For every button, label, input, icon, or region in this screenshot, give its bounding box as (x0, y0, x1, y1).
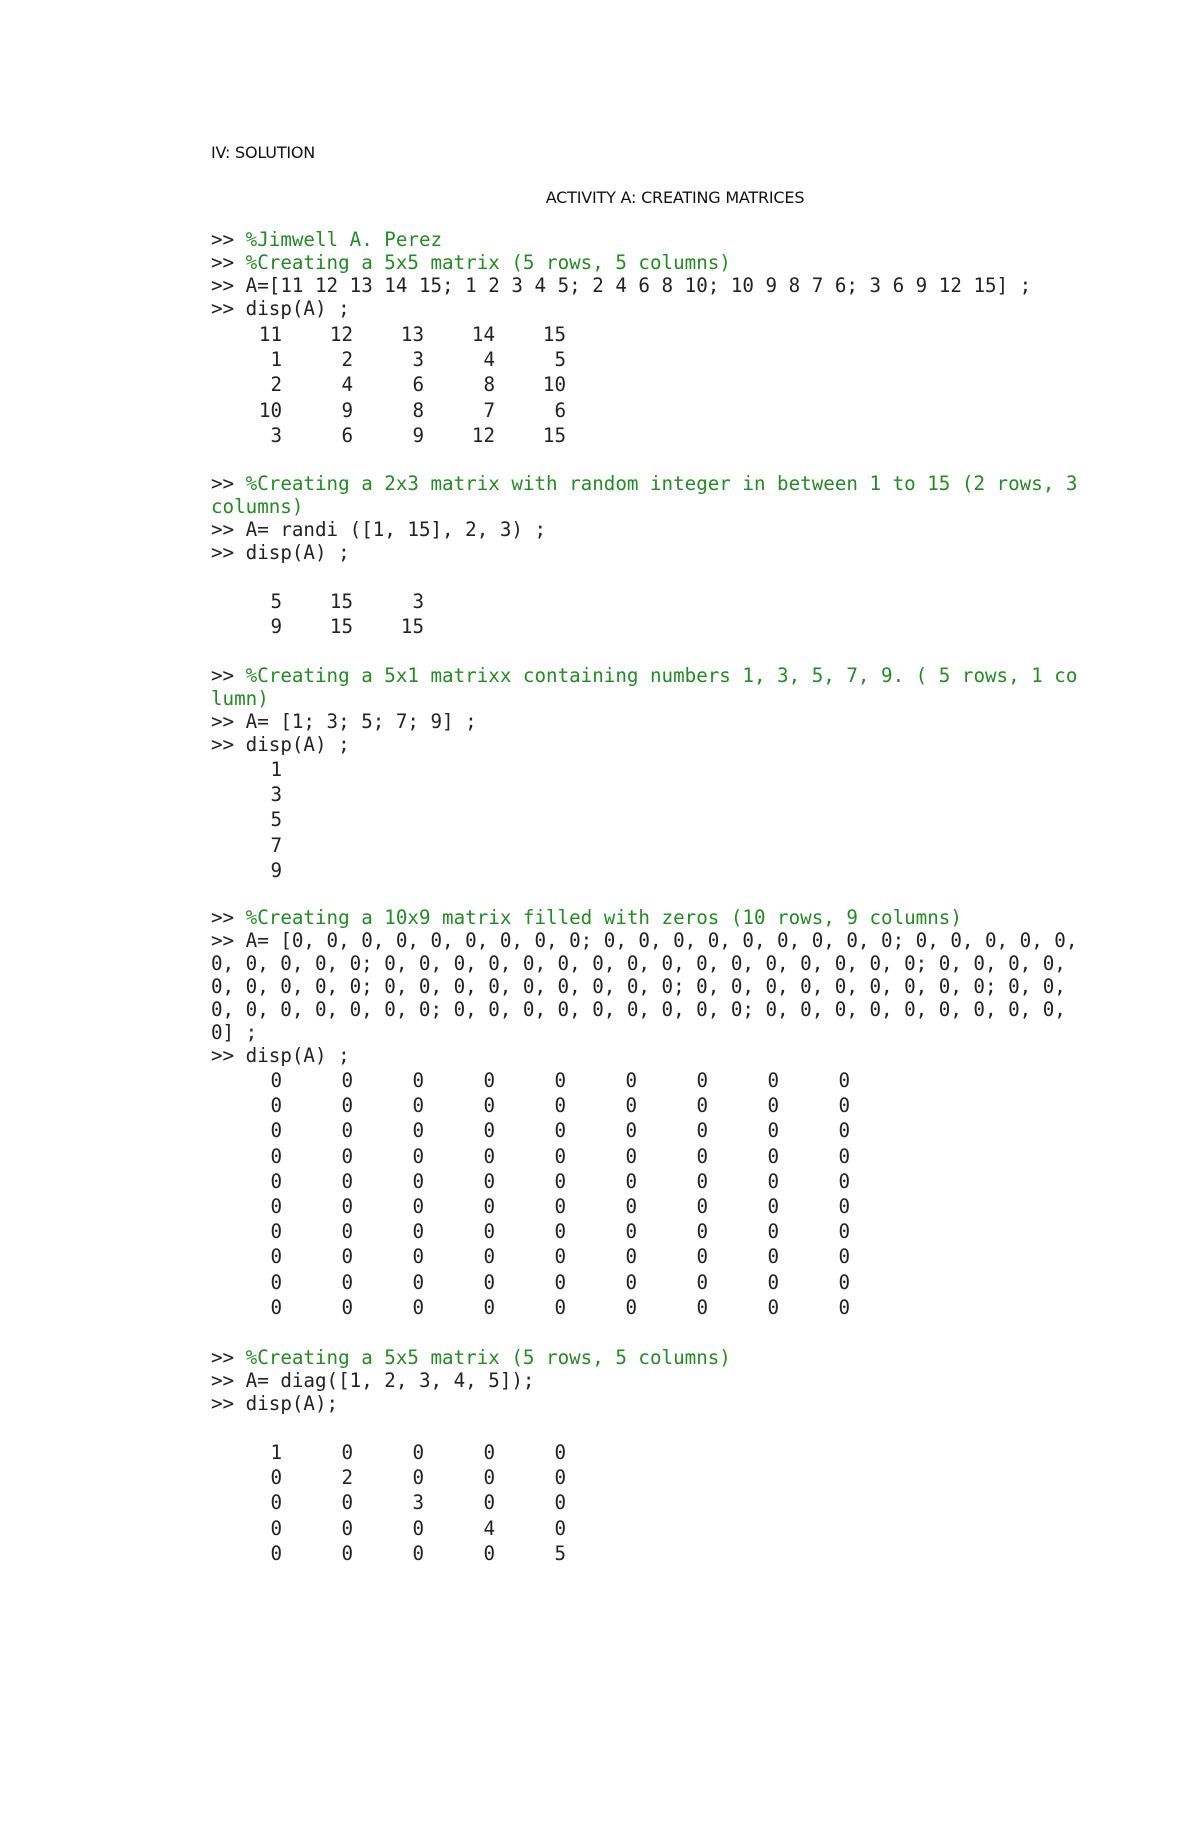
matrix-cell: 0 (696, 1094, 708, 1118)
matrix-cell: 8 (412, 398, 424, 422)
prompt-symbol: >> (211, 297, 235, 320)
matrix-cell: 5 (554, 1541, 566, 1565)
matrix-cell: 0 (412, 1144, 424, 1168)
matrix-cell: 0 (270, 1541, 282, 1565)
prompt-symbol: >> (211, 472, 235, 495)
matrix-cell: 8 (483, 373, 495, 397)
code-line (211, 1346, 1081, 1369)
matrix-cell: 12 (471, 423, 495, 447)
matrix-output (211, 589, 424, 639)
matrix-cell: 0 (554, 1194, 566, 1218)
matrix-cell: 3 (270, 423, 282, 447)
matrix-cell: 0 (625, 1270, 637, 1294)
matrix-cell: 0 (412, 1094, 424, 1118)
matrix-cell: 14 (471, 323, 495, 346)
matrix-cell: 1 (270, 348, 282, 372)
matrix-cell: 0 (554, 1466, 566, 1490)
matrix-cell: 0 (767, 1194, 779, 1218)
matrix-cell: 0 (341, 1491, 353, 1515)
matrix-cell: 0 (412, 1541, 424, 1565)
matrix-cell: 0 (767, 1220, 779, 1244)
matrix-cell: 0 (483, 1245, 495, 1269)
matrix-row (211, 1219, 850, 1244)
matrix-cell: 0 (341, 1069, 353, 1092)
matrix-row (211, 347, 566, 372)
code-line (211, 228, 1081, 251)
matrix-output (211, 1440, 566, 1566)
matrix-cell: 0 (270, 1169, 282, 1193)
comment-text: %Creating a 2x3 matrix with random integer in between 1 to 15 (2 rows, 3 columns) (211, 472, 1089, 518)
matrix-cell: 0 (412, 1194, 424, 1218)
matrix-row (211, 1270, 850, 1295)
matrix-cell: 0 (341, 1119, 353, 1143)
matrix-cell: 0 (625, 1144, 637, 1168)
code-block (211, 906, 1089, 1067)
code-line (211, 1392, 1081, 1415)
matrix-cell: 0 (270, 1491, 282, 1515)
matrix-cell: 0 (625, 1119, 637, 1143)
matrix-row (211, 398, 566, 423)
matrix-cell: 0 (483, 1144, 495, 1168)
matrix-output (211, 757, 282, 883)
matrix-output (211, 1068, 850, 1320)
matrix-cell: 6 (554, 398, 566, 422)
code-line (211, 664, 1081, 710)
matrix-cell: 10 (258, 398, 282, 422)
matrix-row (211, 858, 282, 883)
matrix-cell: 15 (329, 615, 353, 639)
matrix-row (211, 782, 282, 807)
matrix-cell: 0 (554, 1270, 566, 1294)
matrix-cell: 0 (696, 1144, 708, 1168)
matrix-cell: 0 (767, 1270, 779, 1294)
command-text: A= [0, 0, 0, 0, 0, 0, 0, 0, 0; 0, 0, 0, 0, 0, 0, 0, 0, 0; 0, 0, 0, 0, 0, 0, 0, 0, 0, 0; 0, 0, 0, 0, 0, 0, 0, 0, 0, 0, 0, 0, 0, 0, 0, 0; 0, 0, 0, 0, 0, 0, 0, 0, 0; 0, 0, 0, 0, 0, 0, 0, 0, 0; 0, 0, 0, 0, 0, 0, 0, 0, 0; 0, 0, 0, 0, 0, 0, 0, 0, 0; 0, 0, 0, 0, 0, 0, 0, 0, 0; 0, 0, 0, 0, 0, 0, 0, 0, 0, 0] ; (211, 929, 1089, 1044)
matrix-cell: 5 (554, 348, 566, 372)
matrix-cell: 0 (838, 1194, 850, 1218)
prompt-symbol: >> (211, 1044, 235, 1067)
matrix-cell: 0 (412, 1169, 424, 1193)
matrix-row (211, 1465, 566, 1490)
matrix-row (211, 322, 566, 347)
matrix-cell: 0 (554, 1119, 566, 1143)
matrix-cell: 0 (838, 1270, 850, 1294)
matrix-row (211, 1440, 566, 1465)
matrix-row (211, 1093, 850, 1118)
matrix-cell: 0 (270, 1094, 282, 1118)
matrix-cell: 0 (412, 1069, 424, 1092)
command-text: disp(A) ; (245, 297, 350, 320)
matrix-cell: 0 (341, 1144, 353, 1168)
matrix-cell: 1 (270, 758, 282, 781)
prompt-symbol: >> (211, 228, 235, 251)
matrix-cell: 0 (767, 1119, 779, 1143)
code-line (211, 710, 1081, 733)
matrix-cell: 0 (483, 1220, 495, 1244)
matrix-cell: 0 (696, 1270, 708, 1294)
matrix-cell: 4 (341, 373, 353, 397)
matrix-cell: 0 (270, 1466, 282, 1490)
matrix-cell: 0 (270, 1516, 282, 1540)
matrix-cell: 2 (341, 348, 353, 372)
matrix-cell: 0 (625, 1194, 637, 1218)
matrix-cell: 0 (767, 1069, 779, 1092)
matrix-cell: 0 (483, 1295, 495, 1319)
matrix-row (211, 1516, 566, 1541)
matrix-row (211, 1244, 850, 1269)
matrix-cell: 0 (696, 1169, 708, 1193)
matrix-cell: 15 (329, 590, 353, 613)
matrix-row (211, 807, 282, 832)
matrix-cell: 0 (412, 1466, 424, 1490)
matrix-cell: 0 (483, 1441, 495, 1464)
command-text: A=[11 12 13 14 15; 1 2 3 4 5; 2 4 6 8 10; 10 9 8 7 6; 3 6 9 12 15] ; (245, 274, 1032, 297)
matrix-row (211, 1118, 850, 1143)
matrix-cell: 0 (696, 1220, 708, 1244)
matrix-cell: 9 (270, 858, 282, 882)
matrix-cell: 0 (838, 1144, 850, 1168)
comment-text: %Jimwell A. Perez (245, 228, 443, 251)
matrix-cell: 9 (412, 423, 424, 447)
matrix-cell: 0 (341, 1094, 353, 1118)
matrix-cell: 0 (554, 1144, 566, 1168)
command-text: A= [1; 3; 5; 7; 9] ; (245, 710, 477, 733)
matrix-cell: 0 (412, 1295, 424, 1319)
matrix-cell: 0 (625, 1220, 637, 1244)
matrix-cell: 0 (838, 1245, 850, 1269)
matrix-row (211, 1068, 850, 1093)
matrix-row (211, 1295, 850, 1320)
matrix-cell: 0 (270, 1270, 282, 1294)
prompt-symbol: >> (211, 1392, 235, 1415)
matrix-cell: 0 (696, 1245, 708, 1269)
matrix-cell: 6 (412, 373, 424, 397)
matrix-cell: 3 (412, 348, 424, 372)
code-block (211, 664, 1081, 756)
comment-text: %Creating a 5x5 matrix (5 rows, 5 columns) (245, 251, 731, 274)
matrix-cell: 10 (542, 373, 566, 397)
matrix-cell: 9 (341, 398, 353, 422)
code-line (211, 541, 1081, 564)
matrix-cell: 0 (625, 1169, 637, 1193)
matrix-cell: 11 (258, 323, 282, 346)
matrix-cell: 0 (554, 1441, 566, 1464)
matrix-cell: 0 (270, 1069, 282, 1092)
matrix-cell: 0 (838, 1220, 850, 1244)
matrix-cell: 0 (341, 1270, 353, 1294)
matrix-cell: 12 (329, 323, 353, 346)
matrix-row (211, 1541, 566, 1566)
command-text: disp(A) ; (245, 733, 350, 756)
matrix-cell: 9 (270, 615, 282, 639)
matrix-cell: 0 (270, 1194, 282, 1218)
matrix-cell: 15 (542, 323, 566, 346)
matrix-cell: 0 (341, 1516, 353, 1540)
code-block (211, 472, 1089, 564)
matrix-cell: 6 (341, 423, 353, 447)
matrix-row (211, 833, 282, 858)
code-line (211, 472, 1089, 518)
matrix-cell: 5 (270, 590, 282, 613)
code-line (211, 906, 1081, 929)
matrix-cell: 0 (412, 1441, 424, 1464)
matrix-cell: 0 (554, 1516, 566, 1540)
matrix-row (211, 614, 424, 639)
comment-text: %Creating a 5x1 matrixx containing numbers 1, 3, 5, 7, 9. ( 5 rows, 1 column) (211, 664, 1078, 710)
code-line (211, 1369, 1081, 1392)
matrix-cell: 0 (270, 1220, 282, 1244)
code-line (211, 733, 1081, 756)
matrix-cell: 2 (270, 373, 282, 397)
matrix-cell: 0 (838, 1169, 850, 1193)
matrix-cell: 0 (341, 1541, 353, 1565)
prompt-symbol: >> (211, 929, 235, 952)
matrix-cell: 0 (554, 1069, 566, 1092)
matrix-cell: 0 (341, 1194, 353, 1218)
matrix-cell: 15 (400, 615, 424, 639)
matrix-cell: 0 (625, 1069, 637, 1092)
command-text: A= randi ([1, 15], 2, 3) ; (245, 518, 547, 541)
prompt-symbol: >> (211, 518, 235, 541)
matrix-cell: 0 (483, 1069, 495, 1092)
matrix-cell: 0 (767, 1094, 779, 1118)
code-line (211, 518, 1081, 541)
matrix-cell: 0 (554, 1295, 566, 1319)
matrix-cell: 0 (483, 1094, 495, 1118)
matrix-row (211, 589, 424, 614)
matrix-cell: 2 (341, 1466, 353, 1490)
matrix-cell: 0 (341, 1245, 353, 1269)
matrix-cell: 0 (341, 1220, 353, 1244)
prompt-symbol: >> (211, 1369, 235, 1392)
prompt-symbol: >> (211, 906, 235, 929)
matrix-cell: 3 (270, 783, 282, 807)
prompt-symbol: >> (211, 251, 235, 274)
matrix-row (211, 423, 566, 448)
matrix-cell: 0 (767, 1169, 779, 1193)
matrix-cell: 0 (270, 1295, 282, 1319)
matrix-cell: 0 (412, 1220, 424, 1244)
matrix-cell: 0 (767, 1295, 779, 1319)
matrix-cell: 0 (483, 1169, 495, 1193)
matrix-cell: 0 (483, 1194, 495, 1218)
activity-title: ACTIVITY A: CREATING MATRICES (545, 188, 805, 207)
matrix-cell: 0 (270, 1144, 282, 1168)
code-line (211, 251, 1081, 274)
code-line (211, 1044, 1081, 1067)
matrix-cell: 0 (412, 1270, 424, 1294)
command-text: disp(A) ; (245, 541, 350, 564)
matrix-cell: 4 (483, 348, 495, 372)
matrix-row (211, 757, 282, 782)
matrix-cell: 4 (483, 1516, 495, 1540)
matrix-cell: 0 (625, 1094, 637, 1118)
matrix-cell: 0 (270, 1245, 282, 1269)
prompt-symbol: >> (211, 733, 235, 756)
matrix-cell: 0 (412, 1516, 424, 1540)
matrix-cell: 0 (554, 1220, 566, 1244)
matrix-cell: 0 (483, 1491, 495, 1515)
matrix-cell: 5 (270, 808, 282, 832)
matrix-cell: 3 (412, 1491, 424, 1515)
matrix-cell: 0 (483, 1270, 495, 1294)
matrix-row (211, 1490, 566, 1515)
command-text: disp(A) ; (245, 1044, 350, 1067)
matrix-row (211, 372, 566, 397)
matrix-cell: 0 (270, 1119, 282, 1143)
section-heading: IV: SOLUTION (211, 143, 316, 162)
matrix-row (211, 1169, 850, 1194)
matrix-cell: 0 (554, 1491, 566, 1515)
matrix-cell: 13 (400, 323, 424, 346)
code-block (211, 1346, 1081, 1415)
prompt-symbol: >> (211, 274, 235, 297)
matrix-cell: 0 (483, 1466, 495, 1490)
matrix-cell: 0 (767, 1245, 779, 1269)
matrix-cell: 0 (554, 1094, 566, 1118)
matrix-cell: 3 (412, 590, 424, 613)
comment-text: %Creating a 10x9 matrix filled with zeros (10 rows, 9 columns) (245, 906, 962, 929)
comment-text: %Creating a 5x5 matrix (5 rows, 5 columns) (245, 1346, 731, 1369)
code-line (211, 274, 1081, 297)
matrix-cell: 0 (696, 1295, 708, 1319)
matrix-cell: 0 (554, 1169, 566, 1193)
matrix-cell: 0 (341, 1169, 353, 1193)
matrix-cell: 0 (412, 1119, 424, 1143)
matrix-cell: 0 (625, 1295, 637, 1319)
matrix-cell: 0 (838, 1295, 850, 1319)
matrix-cell: 0 (341, 1441, 353, 1464)
matrix-cell: 0 (554, 1245, 566, 1269)
matrix-output (211, 322, 566, 448)
matrix-cell: 7 (270, 833, 282, 857)
prompt-symbol: >> (211, 664, 235, 687)
command-text: A= diag([1, 2, 3, 4, 5]); (245, 1369, 535, 1392)
matrix-cell: 0 (696, 1194, 708, 1218)
command-text: disp(A); (245, 1392, 339, 1415)
matrix-cell: 0 (838, 1094, 850, 1118)
matrix-cell: 0 (696, 1119, 708, 1143)
matrix-cell: 0 (767, 1144, 779, 1168)
code-line (211, 297, 1081, 320)
matrix-cell: 1 (270, 1441, 282, 1464)
matrix-cell: 7 (483, 398, 495, 422)
matrix-cell: 0 (625, 1245, 637, 1269)
matrix-cell: 0 (838, 1119, 850, 1143)
prompt-symbol: >> (211, 1346, 235, 1369)
prompt-symbol: >> (211, 541, 235, 564)
matrix-row (211, 1194, 850, 1219)
matrix-cell: 0 (483, 1119, 495, 1143)
matrix-cell: 0 (412, 1245, 424, 1269)
matrix-cell: 0 (483, 1541, 495, 1565)
prompt-symbol: >> (211, 710, 235, 733)
code-line (211, 929, 1089, 1044)
matrix-cell: 0 (838, 1069, 850, 1092)
code-block (211, 228, 1081, 320)
matrix-cell: 0 (696, 1069, 708, 1092)
matrix-cell: 0 (341, 1295, 353, 1319)
matrix-row (211, 1144, 850, 1169)
matrix-cell: 15 (542, 423, 566, 447)
